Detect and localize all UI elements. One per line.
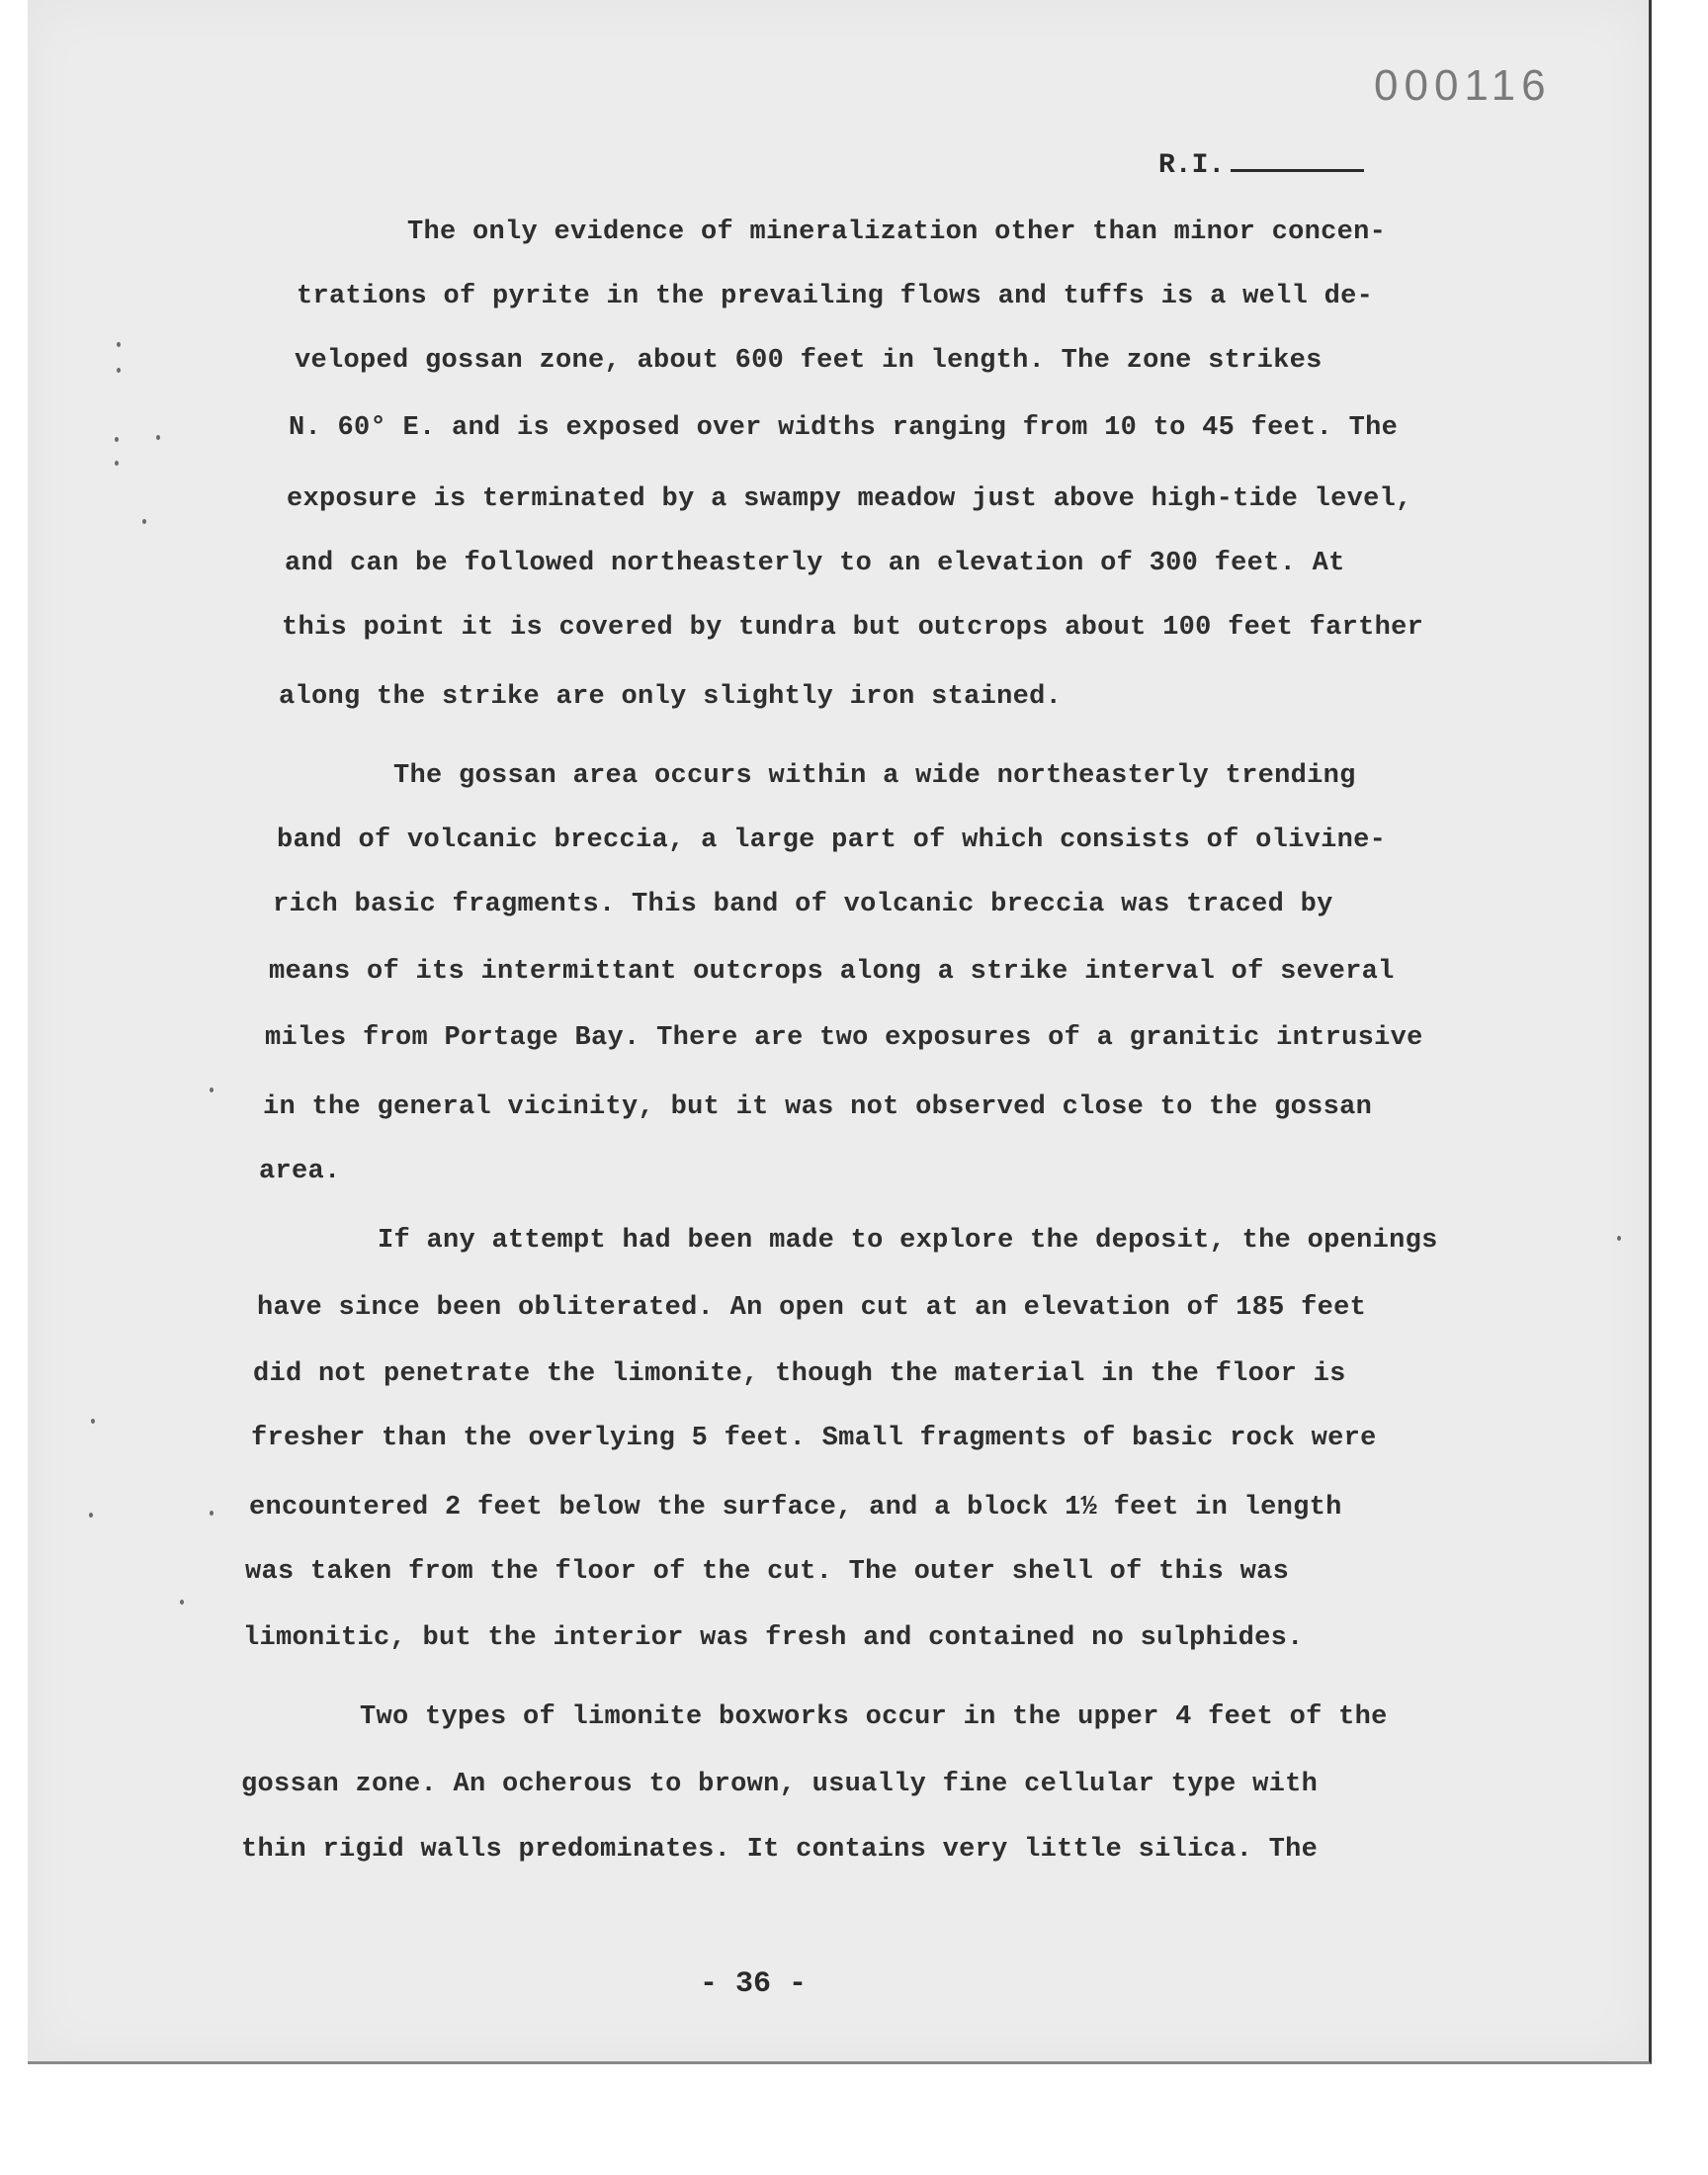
text-line: If any attempt had been made to explore the deposit, the openings — [378, 1226, 1438, 1256]
scan-speck — [210, 1088, 214, 1092]
text-line: fresher than the overlying 5 feet. Small fragments of basic rock were — [251, 1424, 1377, 1453]
scan-speck — [117, 342, 121, 347]
scan-speck — [180, 1600, 184, 1605]
document-stamp-number: 000116 — [1374, 61, 1552, 110]
text-line: trations of pyrite in the prevailing flows and tuffs is a well de- — [297, 282, 1374, 311]
text-line: band of volcanic breccia, a large part of which consists of olivine- — [277, 826, 1387, 855]
text-line: veloped gossan zone, about 600 feet in length. The zone strikes — [295, 346, 1323, 376]
text-line: and can be followed northeasterly to an elevation of 300 feet. At — [285, 549, 1345, 578]
text-line: have since been obliterated. An open cut at an elevation of 185 feet — [257, 1293, 1367, 1323]
text-line: exposure is terminated by a swampy meadow just above high-tide level, — [287, 484, 1412, 514]
text-line: The only evidence of mineralization other than minor concen- — [407, 218, 1387, 247]
text-line: this point it is covered by tundra but outcrops about 100 feet farther — [282, 613, 1424, 643]
scan-speck — [210, 1511, 214, 1516]
text-line: gossan zone. An ocherous to brown, usually fine cellular type with — [241, 1770, 1319, 1799]
reference-label: R.I. — [1158, 150, 1226, 181]
scan-speck — [115, 461, 119, 466]
text-line: means of its intermittant outcrops along a strike interval of several — [269, 957, 1395, 987]
scan-speck — [117, 368, 121, 373]
text-line: did not penetrate the limonite, though the material in the floor is — [253, 1359, 1346, 1389]
scan-speck — [91, 1419, 95, 1424]
text-line: in the general vicinity, but it was not observed close to the gossan — [263, 1092, 1373, 1122]
scan-speck — [1617, 1236, 1621, 1241]
text-line: N. 60° E. and is exposed over widths ranging from 10 to 45 feet. The — [289, 413, 1399, 443]
scan-speck — [142, 519, 146, 524]
text-line: limonitic, but the interior was fresh and contained no sulphides. — [243, 1623, 1304, 1653]
text-line: thin rigid walls predominates. It contains very little silica. The — [241, 1835, 1319, 1865]
text-line: was taken from the floor of the cut. The outer shell of this was — [245, 1557, 1290, 1587]
text-line: miles from Portage Bay. There are two exposures of a granitic intrusive — [265, 1023, 1423, 1053]
text-line: encountered 2 feet below the surface, and a block 1½ feet in length — [249, 1493, 1342, 1522]
scan-speck — [89, 1513, 93, 1518]
scan-speck — [115, 437, 119, 442]
text-line: Two types of limonite boxworks occur in the upper 4 feet of the — [360, 1702, 1388, 1732]
page-number: - 36 - — [700, 1967, 808, 2001]
text-line: along the strike are only slightly iron stained. — [279, 682, 1063, 712]
text-line: area. — [259, 1157, 341, 1186]
scan-speck — [156, 435, 160, 440]
text-line: rich basic fragments. This band of volcanic breccia was traced by — [273, 890, 1333, 919]
text-line: The gossan area occurs within a wide northeasterly trending — [393, 761, 1356, 791]
